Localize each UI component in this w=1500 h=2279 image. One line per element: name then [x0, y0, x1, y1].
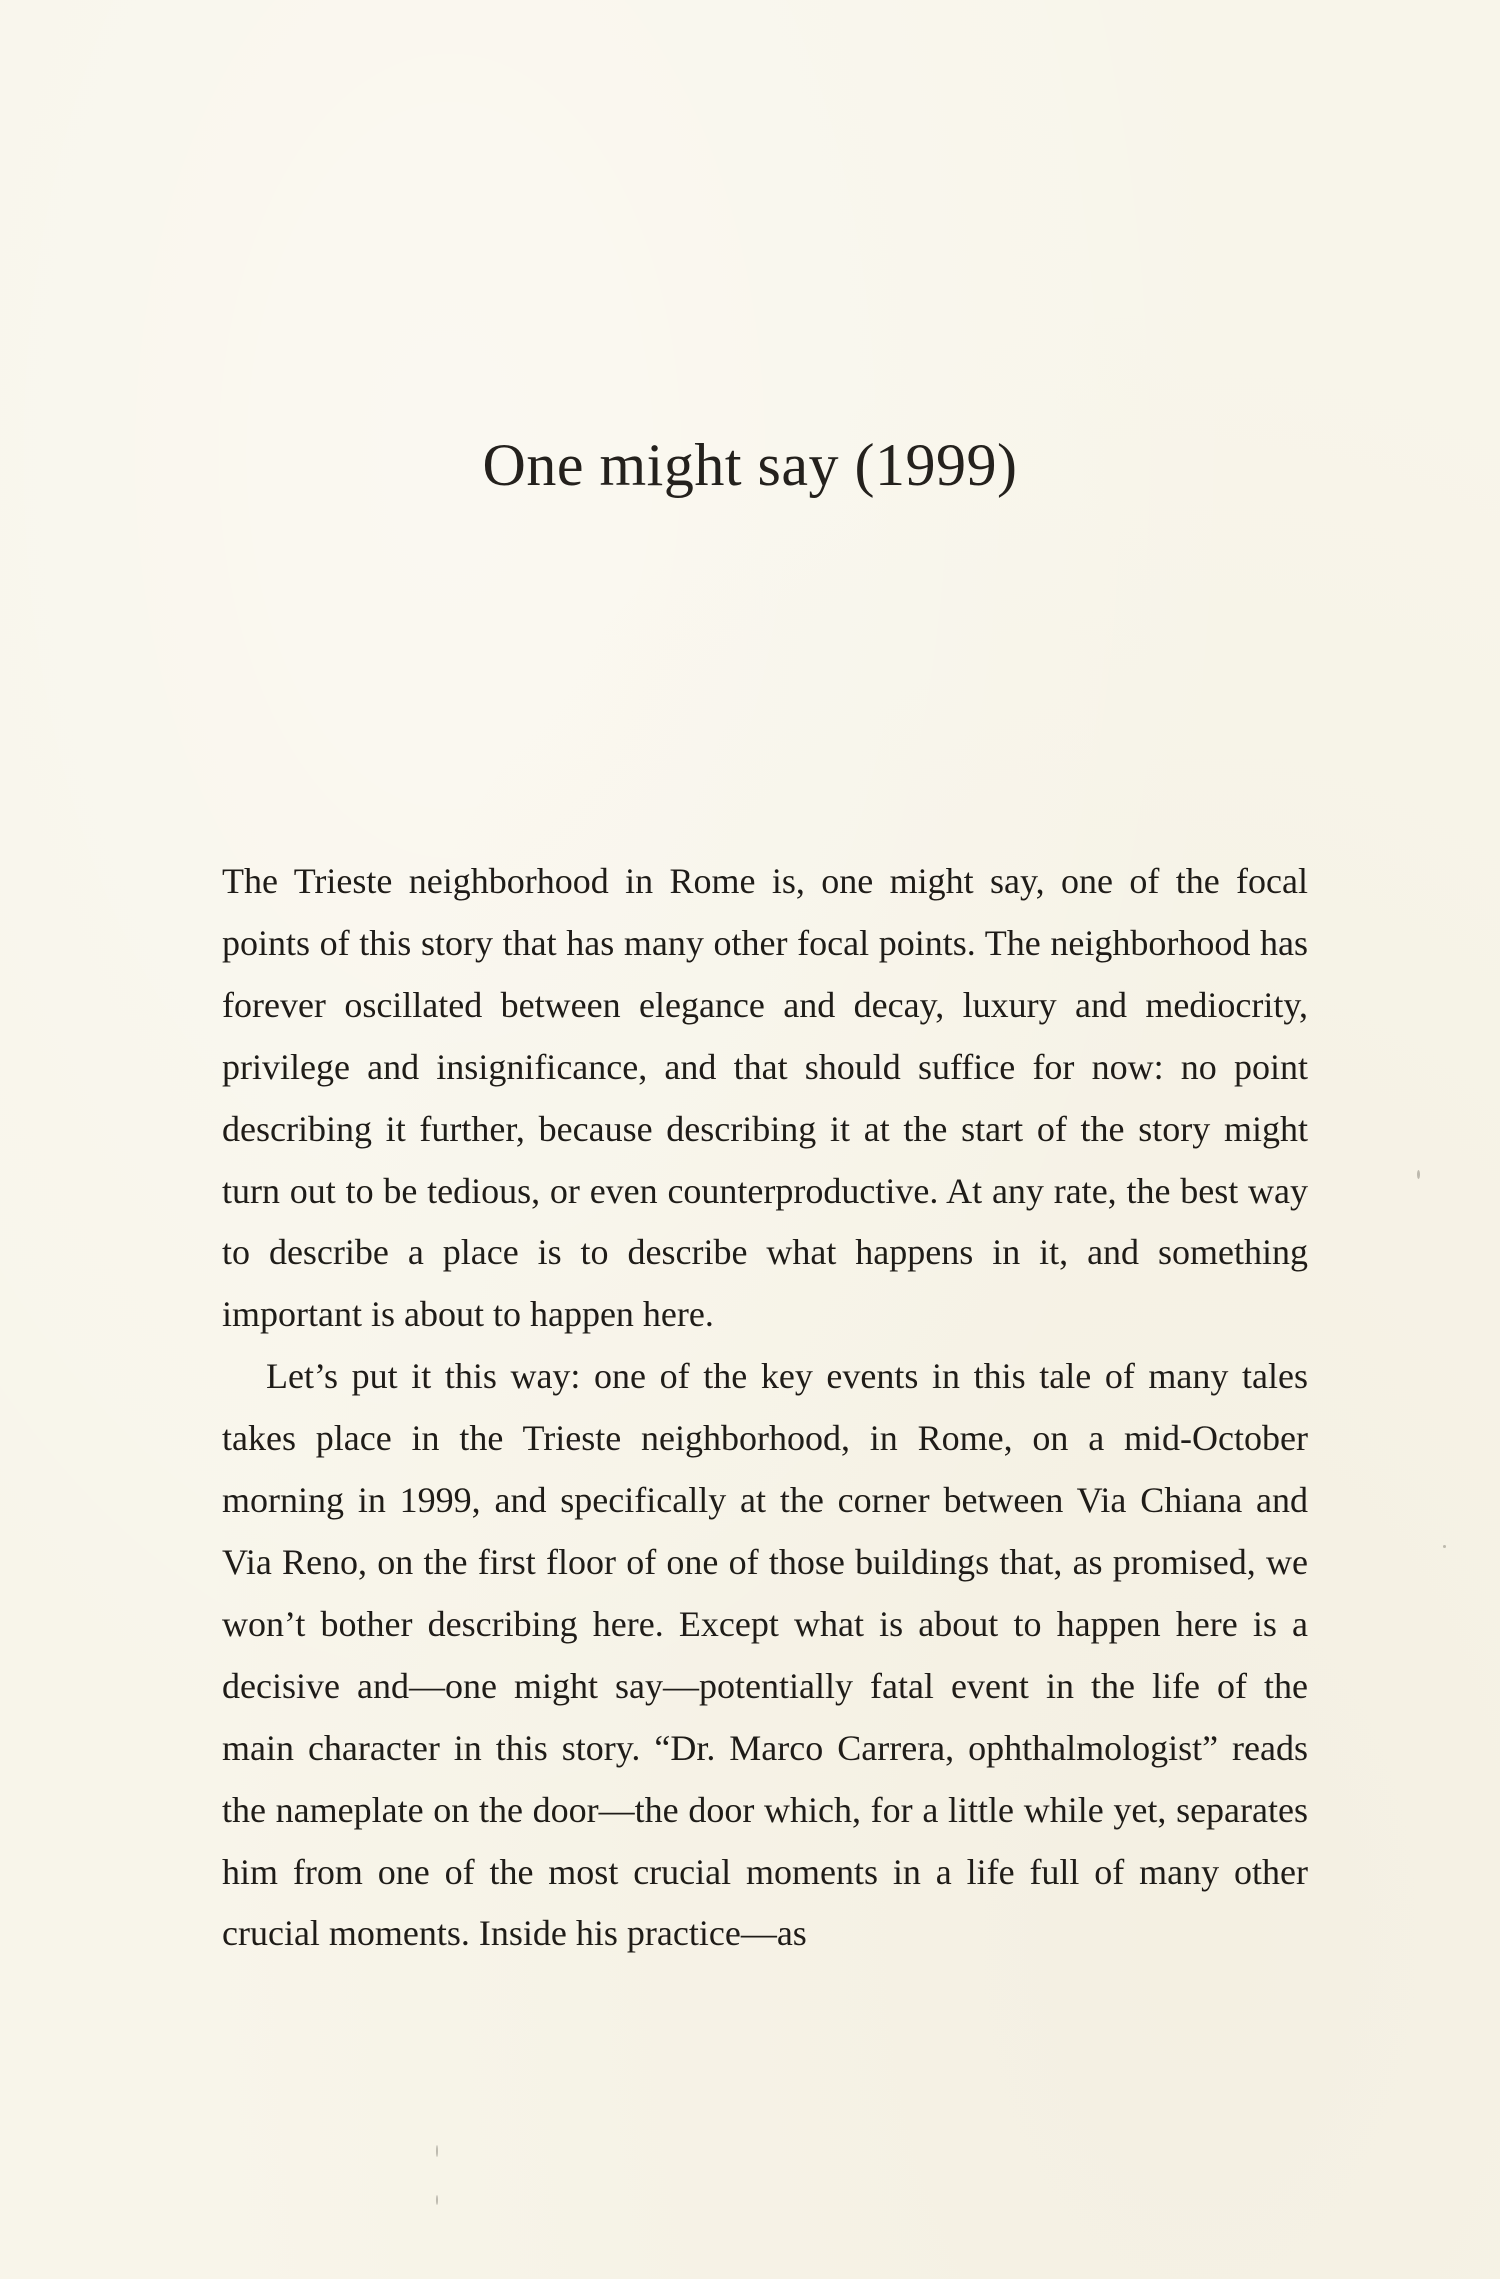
- scan-speck: [1417, 1170, 1420, 1179]
- chapter-title: One might say (1999): [482, 432, 1018, 498]
- paragraph-1: The Trieste neighborhood in Rome is, one might say, one of the focal points of this story that has many other focal points. The neighborhood has forever oscillated between elegance and decay, luxury and mediocrity, privilege and insignificance, and that should suffice for now: no point describing it further, because describing it at the start of the story might turn out to be tedious, or even counterproductive. At any rate, the best way to describe a place is to describe what happens in it, and something important is about to happen here.: [222, 861, 1308, 1335]
- scan-speck: [436, 2195, 438, 2205]
- scan-speck: [1443, 1545, 1446, 1548]
- paragraph-2: Let’s put it this way: one of the key events in this tale of many tales takes place in the Trieste neighborhood, in Rome, on a mid-October morning in 1999, and specifically at the corner between Via Chiana and Via Reno, on the first floor of one of those buildings that, as promised, we won’t bother describing here. Except what is about to happen here is a decisive and—one might say—potentially fatal event in the life of the main character in this story. “Dr. Marco Carrera, ophthalmologist” reads the nameplate on the door—the door which, for a little while yet, separates him from one of the most crucial moments in a life full of many other crucial moments. Inside his practice—as: [222, 1356, 1308, 1954]
- body-text: [222, 851, 1308, 1965]
- scan-speck: [436, 2145, 438, 2157]
